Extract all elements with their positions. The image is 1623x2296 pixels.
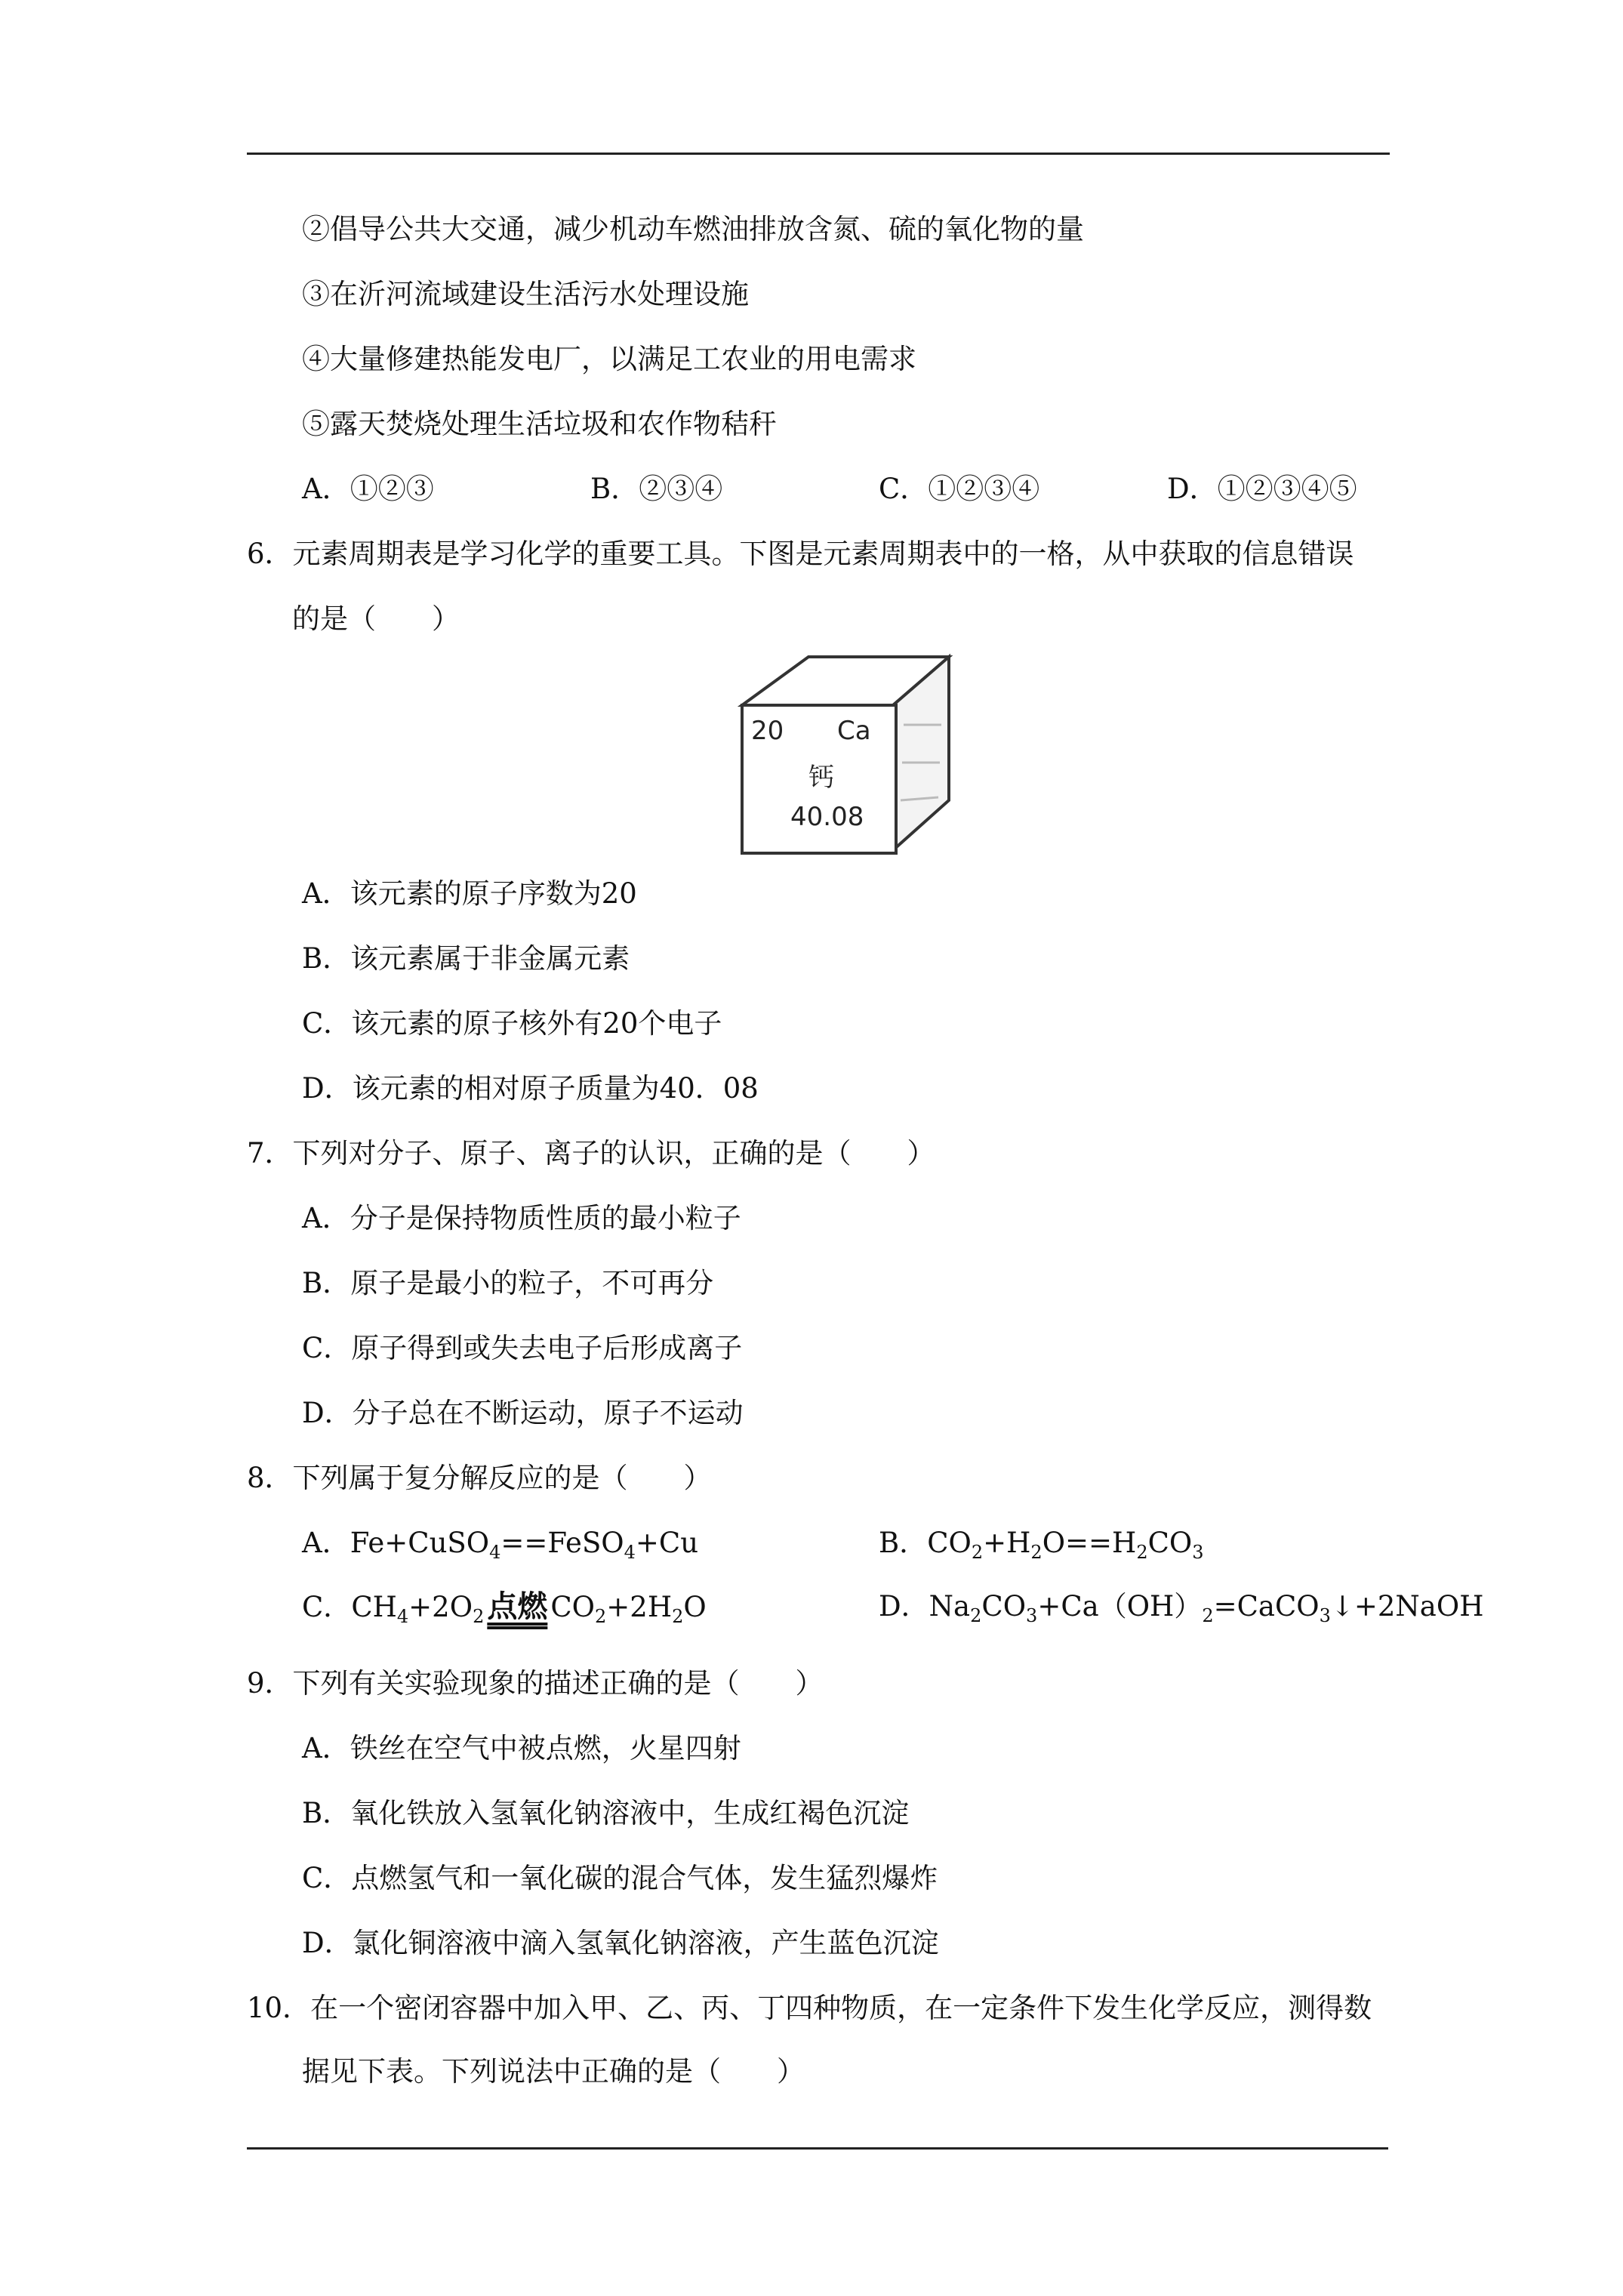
q9-option-d: D．氯化铜溶液中滴入氢氧化钠溶液，产生蓝色沉淀 — [302, 1927, 939, 1959]
element-symbol: Ca — [837, 716, 871, 746]
q6-option-b: B．该元素属于非金属元素 — [302, 942, 630, 975]
q10-stem-line2: 据见下表。下列说法中正确的是（ ） — [302, 2055, 805, 2088]
q9-stem: 9．下列有关实验现象的描述正确的是（ ） — [247, 1667, 824, 1700]
q6-option-c: C．该元素的原子核外有20个电子 — [302, 1007, 722, 1040]
q6-stem-line1: 6．元素周期表是学习化学的重要工具。下图是元素周期表中的一格，从中获取的信息错误 — [247, 538, 1354, 570]
q10-stem-line1: 10．在一个密闭容器中加入甲、乙、丙、丁四种物质，在一定条件下发生化学反应，测得数 — [247, 1992, 1372, 2024]
q8-option-d: D．$Na_2CO_3+Ca(OH)_2=CaCO_3↓+2NaOH$ — [879, 1590, 1484, 1626]
atomic-number: 20 — [751, 716, 784, 746]
q5-option-c: C．①②③④ — [879, 473, 1040, 505]
q8-stem: 8．下列属于复分解反应的是（ ） — [247, 1462, 712, 1494]
q5-option-a: A．①②③ — [302, 473, 434, 505]
q7-option-a: A．分子是保持物质性质的最小粒子 — [302, 1202, 741, 1234]
q8-option-b: B．$CO_2+H_2O==H_2CO_3$ — [879, 1527, 1204, 1563]
q5-option-d: D．①②③④⑤ — [1167, 473, 1357, 505]
pre-item-3: ③在沂河流域建设生活污水处理设施 — [302, 278, 749, 310]
pre-item-5: ⑤露天焚烧处理生活垃圾和农作物秸秆 — [302, 408, 777, 440]
element-name: 钙 — [808, 763, 834, 793]
q9-option-a: A．铁丝在空气中被点燃，火星四射 — [302, 1732, 741, 1764]
q7-option-d: D．分子总在不断运动，原子不运动 — [302, 1397, 744, 1429]
q9-option-b: B．氧化铁放入氢氧化钠溶液中，生成红褐色沉淀 — [302, 1797, 910, 1829]
reaction-condition: 点燃 — [487, 1589, 548, 1624]
footer-rule — [247, 2147, 1388, 2150]
q9-option-c: C．点燃氢气和一氧化碳的混合气体，发生猛烈爆炸 — [302, 1862, 938, 1894]
q8-option-c: C．$CH_4+2O_2$ 点燃 $CO_2+2H_2O$ — [302, 1589, 707, 1627]
pre-item-4: ④大量修建热能发电厂，以满足工农业的用电需求 — [302, 343, 916, 375]
periodic-table-cell-figure — [730, 649, 956, 862]
q8-option-a: A．Fe+CuSO$_4$==FeSO$_4$+Cu — [302, 1527, 699, 1563]
atomic-mass: 40.08 — [790, 802, 864, 832]
q6-option-a: A．该元素的原子序数为20 — [302, 877, 637, 910]
q7-option-c: C．原子得到或失去电子后形成离子 — [302, 1332, 743, 1364]
q5-option-b: B．②③④ — [590, 473, 723, 505]
q6-option-d: D．该元素的相对原子质量为40．08 — [302, 1072, 759, 1105]
q7-option-b: B．原子是最小的粒子，不可再分 — [302, 1267, 714, 1299]
header-rule — [247, 153, 1390, 155]
q7-stem: 7．下列对分子、原子、离子的认识，正确的是（ ） — [247, 1137, 935, 1170]
q6-stem-line2: 的是（ ） — [292, 603, 460, 635]
pre-item-2: ②倡导公共大交通，减少机动车燃油排放含氮、硫的氧化物的量 — [302, 213, 1084, 245]
